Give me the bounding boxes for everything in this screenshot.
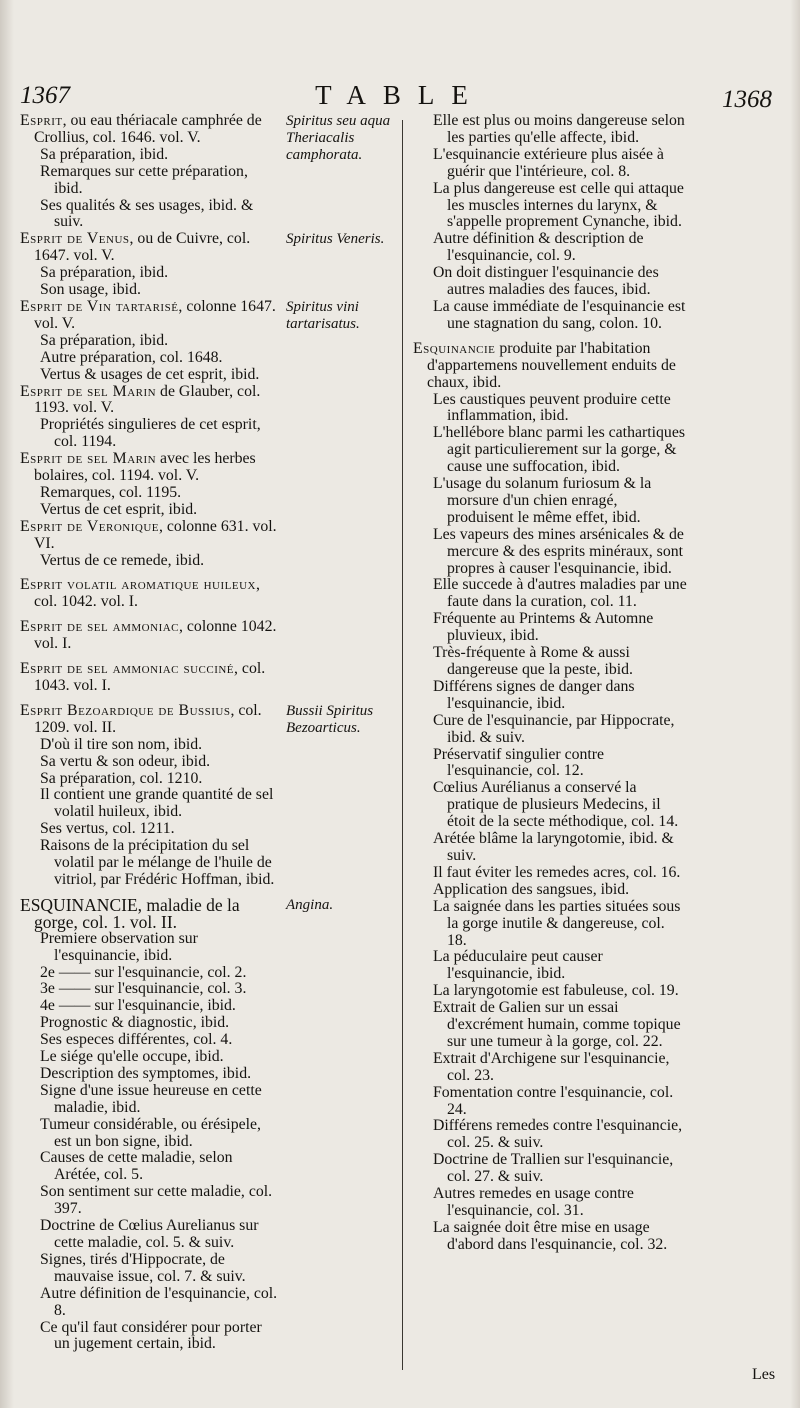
index-entry	[20, 1320, 280, 1354]
entry-text: Description des symptomes, ibid.	[40, 1064, 252, 1082]
index-entry	[20, 754, 280, 771]
index-entry	[413, 392, 688, 426]
entry-heading: Esprit volatil aromatique huileux	[20, 576, 256, 594]
index-entry	[413, 1000, 688, 1051]
entry-text: Cure de l'esquinancie, par Hippocrate, ibid. & suiv.	[433, 711, 675, 746]
entry-text: Prognostic & diagnostic, ibid.	[40, 1014, 230, 1032]
entry-heading: Esprit Bezoardique de Bussius	[20, 701, 231, 719]
entry-text: Préservatif singulier contre l'esquinancie, col. 12.	[433, 745, 605, 780]
latin-name: Spiritus vini tartarisatus.	[286, 299, 360, 332]
entry-text: , colonne 1042. vol. I.	[34, 618, 277, 653]
index-entry	[20, 1218, 280, 1252]
entry-text: Signe d'une issue heureuse en cette maladie, ibid.	[40, 1081, 262, 1116]
entry-text: La laryngotomie est fabuleuse, col. 19.	[433, 982, 679, 1000]
latin-name: Spiritus Veneris.	[286, 231, 385, 247]
index-entry	[413, 425, 688, 476]
index-entry	[20, 1117, 280, 1151]
index-entry	[20, 965, 280, 982]
index-entry	[20, 113, 280, 147]
index-entry	[20, 981, 280, 998]
index-entry	[20, 894, 280, 932]
entry-text: Vertus & usages de cet esprit, ibid.	[40, 365, 260, 383]
entry-text: 3e —— sur l'esquinancie, col. 3.	[40, 980, 247, 998]
entry-text: Remarques sur cette préparation, ibid.	[40, 162, 248, 197]
index-entry	[413, 865, 688, 882]
entry-text: La cause immédiate de l'esquinancie est une stagnation du sang, colon. 10.	[433, 297, 686, 332]
entry-text: Propriétés singulieres de cet esprit, col. 1194.	[40, 416, 261, 451]
latin-name: Bussii Spiritus Bezoarticus.	[286, 703, 374, 736]
index-entry	[20, 1066, 280, 1083]
entry-text: L'hellébore blanc parmi les cathartiques agit particulierement sur la gorge, & cause une suffocation, ibid.	[433, 424, 685, 476]
index-entry	[20, 164, 280, 198]
page-edge-shadow	[790, 0, 800, 1408]
entry-text: Application des sangsues, ibid.	[433, 880, 630, 898]
entry-text: Sa préparation, col. 1210.	[40, 769, 203, 787]
index-entry	[413, 780, 688, 831]
entry-heading: Esprit de Veronique	[20, 517, 160, 535]
entry-text: Autre préparation, col. 1648.	[40, 348, 223, 366]
entry-text: Vertus de ce remede, ibid.	[40, 551, 205, 569]
index-entry	[413, 983, 688, 1000]
catchword: Les	[752, 1366, 776, 1383]
entry-text: La saignée doit être mise en usage d'abord dans l'esquinancie, col. 32.	[433, 1218, 668, 1253]
entry-text: Elle est plus ou moins dangereuse selon les parties qu'elle affecte, ibid.	[433, 112, 685, 146]
entry-text: Vertus de cet esprit, ibid.	[40, 500, 198, 518]
entry-heading: Esprit de sel Marin	[20, 382, 157, 400]
entry-heading: Esprit	[20, 112, 63, 129]
entry-text: Signes, tirés d'Hippocrate, de mauvaise issue, col. 7. & suiv.	[40, 1250, 246, 1285]
index-entry	[413, 679, 688, 713]
index-entry	[20, 333, 280, 350]
entry-text: , maladie de la gorge, col. 1. vol. II.	[34, 894, 240, 932]
index-entry	[20, 1286, 280, 1320]
index-entry	[20, 1083, 280, 1117]
entry-text: Premiere observation sur l'esquinancie, ibid.	[40, 929, 198, 964]
index-entry	[20, 771, 280, 788]
index-entry	[413, 527, 688, 578]
index-entry	[20, 299, 280, 333]
entry-heading: Esprit de Venus	[20, 230, 130, 248]
index-entry	[413, 1085, 688, 1119]
entry-text: Fomentation contre l'esquinancie, col. 24.	[433, 1083, 674, 1118]
entry-text: Doctrine de Cœlius Aurelianus sur cette maladie, col. 5. & suiv.	[40, 1217, 259, 1251]
entry-text: Son sentiment sur cette maladie, col. 397.	[40, 1183, 273, 1218]
entry-text: Il contient une grande quantité de sel volatil huileux, ibid.	[40, 786, 274, 821]
index-entry	[20, 1049, 280, 1066]
entry-text: Extrait d'Archigene sur l'esquinancie, col. 23.	[433, 1049, 670, 1084]
entry-text: Différens remedes contre l'esquinancie, col. 25. & suiv.	[433, 1117, 683, 1152]
entry-text: Les vapeurs des mines arsénicales & de mercure & des esprits minéraux, sont propres à causer l'esquinancie, ibid.	[433, 525, 684, 577]
entry-text: Très-fréquente à Rome & aussi dangereuse que la peste, ibid.	[433, 644, 633, 678]
index-entry	[413, 476, 688, 527]
index-entry	[20, 838, 280, 889]
index-entry	[413, 1152, 688, 1186]
entry-text: Le siége qu'elle occupe, ibid.	[40, 1048, 224, 1066]
index-column-right	[413, 113, 688, 1254]
index-entry	[20, 1184, 280, 1218]
entry-text: avec les herbes bolaires, col. 1194. vol. V.	[34, 450, 256, 485]
index-entry	[20, 1150, 280, 1184]
entry-text: Ses qualités & ses usages, ibid. & suiv.	[40, 196, 254, 231]
index-entry	[20, 737, 280, 754]
entry-text: Elle succede à d'autres maladies par une faute dans la curation, col. 11.	[433, 576, 687, 611]
index-entry	[20, 384, 280, 418]
index-entry	[20, 350, 280, 367]
index-entry	[413, 113, 688, 147]
index-entry	[20, 553, 280, 570]
entry-heading: Esprit de sel ammoniac	[20, 618, 180, 636]
index-entry	[413, 611, 688, 645]
index-entry	[413, 181, 688, 232]
index-entry	[20, 1252, 280, 1286]
entry-heading: Esprit de sel ammoniac succiné	[20, 660, 235, 678]
index-entry	[413, 949, 688, 983]
index-entry	[413, 645, 688, 679]
entry-text: Fréquente au Printems & Automne pluvieux, ibid.	[433, 610, 654, 645]
entry-text: Remarques, col. 1195.	[40, 483, 182, 501]
entry-text: Les caustiques peuvent produire cette inflammation, ibid.	[433, 390, 671, 425]
page-gutter-shadow	[0, 0, 14, 1408]
entry-text: , ou de Cuivre, col. 1647. vol. V.	[34, 230, 251, 265]
index-entry	[20, 502, 280, 519]
index-entry	[20, 417, 280, 451]
latin-name: Angina.	[286, 897, 334, 913]
entry-text: Arétée blâme la laryngotomie, ibid. & suiv.	[433, 830, 674, 864]
index-entry	[413, 1186, 688, 1220]
index-entry	[413, 899, 688, 950]
entry-text: Ses vertus, col. 1211.	[40, 820, 175, 838]
index-entry	[20, 619, 280, 653]
entry-text: Son usage, ibid.	[40, 281, 141, 299]
entry-heading: ESQUINANCIE	[20, 894, 138, 915]
entry-text: Extrait de Galien sur un essai d'excrément humain, comme topique sur une tumeur à la gorge, col. 22.	[433, 999, 681, 1050]
index-entry	[20, 147, 280, 164]
entry-text: , col. 1042. vol. I.	[34, 576, 260, 611]
entry-text: Raisons de la précipitation du sel volatil par le mélange de l'huile de vitriol, par Frédéric Hoffman, ibid.	[40, 837, 275, 888]
entry-text: D'où il tire son nom, ibid.	[40, 735, 203, 753]
index-entry	[20, 661, 280, 695]
entry-text: Autre définition & description de l'esquinancie, col. 9.	[433, 230, 644, 265]
index-entry	[413, 831, 688, 865]
entry-text: On doit distinguer l'esquinancie des autres maladies des fauces, ibid.	[433, 264, 659, 299]
page-title: TABLE	[315, 80, 485, 110]
entry-text: Sa préparation, ibid.	[40, 331, 169, 349]
index-entry	[20, 998, 280, 1015]
index-entry	[20, 519, 280, 553]
index-entry	[20, 282, 280, 299]
index-entry	[20, 265, 280, 282]
entry-text: L'esquinancie extérieure plus aisée à guérir que l'intérieure, col. 8.	[433, 145, 664, 180]
entry-text: 2e —— sur l'esquinancie, col. 2.	[40, 963, 247, 981]
entry-text: , colonne 631. vol. VI.	[34, 517, 277, 552]
index-entry	[20, 787, 280, 821]
entry-text: Sa préparation, ibid.	[40, 264, 169, 282]
index-entry	[20, 485, 280, 502]
index-entry	[20, 577, 280, 611]
index-entry	[20, 821, 280, 838]
entry-text: , col. 1043. vol. I.	[34, 660, 266, 694]
entry-text: produite par l'habitation d'appartemens nouvellement enduits de chaux, ibid.	[427, 339, 676, 391]
entry-text: Différens signes de danger dans l'esquinancie, ibid.	[433, 677, 635, 712]
entry-text: , col. 1209. vol. II.	[34, 701, 262, 736]
index-entry	[20, 367, 280, 384]
entry-text: , ou eau thériacale camphrée de Crollius, col. 1646. vol. V.	[34, 112, 262, 146]
index-entry	[20, 231, 280, 265]
index-entry	[413, 577, 688, 611]
index-entry	[413, 882, 688, 899]
index-entry	[20, 931, 280, 965]
entry-text: de Glauber, col. 1193. vol. V.	[34, 382, 261, 417]
index-entry	[413, 265, 688, 299]
index-entry	[413, 1051, 688, 1085]
entry-text: Cœlius Aurélianus a conservé la pratique de plusieurs Medecins, il étoit de la secte méthodique, col. 14.	[433, 779, 679, 831]
entry-text: Autres remedes en usage contre l'esquinancie, col. 31.	[433, 1185, 634, 1219]
entry-text: La plus dangereuse est celle qui attaque les muscles internes du larynx, & s'appelle proprement Cynanche, ibid.	[433, 179, 684, 231]
index-entry	[413, 713, 688, 747]
page-number-left: 1367	[20, 82, 70, 109]
entry-text: , colonne 1647. vol. V.	[34, 297, 276, 332]
entry-text: 4e —— sur l'esquinancie, ibid.	[40, 997, 236, 1015]
index-entry	[413, 341, 688, 392]
entry-text: Sa vertu & son odeur, ibid.	[40, 752, 211, 770]
index-entry	[413, 747, 688, 781]
index-column-left	[20, 113, 280, 1353]
index-entry	[20, 1015, 280, 1032]
entry-text: Causes de cette maladie, selon Arétée, col. 5.	[40, 1149, 233, 1184]
index-entry	[413, 1118, 688, 1152]
entry-text: L'usage du solanum furiosum & la morsure d'un chien enragé, produisent le même effet, ibid.	[433, 475, 652, 526]
entry-text: Autre définition de l'esquinancie, col. 8.	[40, 1284, 278, 1319]
entry-text: Tumeur considérable, ou érésipele, est un bon signe, ibid.	[40, 1115, 261, 1150]
entry-text: Ses especes différentes, col. 4.	[40, 1031, 233, 1049]
latin-name: Spiritus seu aqua Theriacalis camphorata.	[286, 113, 391, 163]
entry-text: Ce qu'il faut considérer pour porter un jugement certain, ibid.	[40, 1318, 262, 1353]
entry-heading: Esprit de sel Marin	[20, 450, 157, 468]
entry-text: Doctrine de Trallien sur l'esquinancie, col. 27. & suiv.	[433, 1151, 674, 1186]
index-entry	[413, 147, 688, 181]
index-entry	[413, 1220, 688, 1254]
index-entry	[20, 451, 280, 485]
entry-text: Il faut éviter les remedes acres, col. 16.	[433, 863, 681, 881]
entry-text: Sa préparation, ibid.	[40, 145, 169, 163]
index-entry	[413, 299, 688, 333]
entry-text: La péduculaire peut causer l'esquinancie, ibid.	[433, 948, 603, 983]
index-entry	[413, 231, 688, 265]
entry-heading: Esquinancie	[413, 339, 496, 357]
index-entry	[20, 703, 280, 737]
index-entry	[20, 198, 280, 232]
entry-text: La saignée dans les parties situées sous la gorge inutile & dangereuse, col. 18.	[433, 897, 681, 949]
index-entry	[20, 1032, 280, 1049]
column-divider	[402, 120, 403, 1370]
page-number-right: 1368	[722, 86, 772, 113]
entry-heading: Esprit de Vin tartarisé	[20, 297, 179, 315]
